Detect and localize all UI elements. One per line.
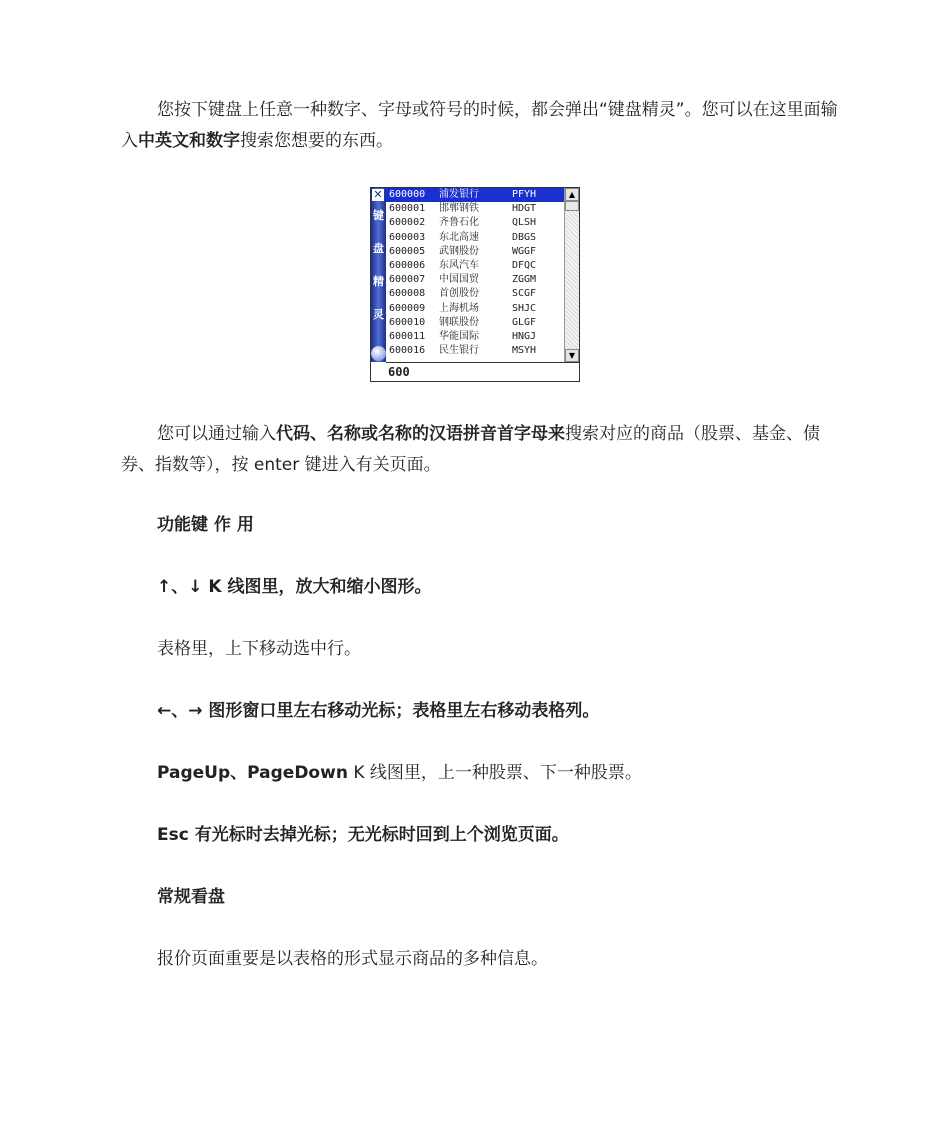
wizard-orb-icon: [371, 346, 386, 361]
key-updown: ↑、↓ K 线图里，放大和缩小图形。: [157, 577, 432, 597]
list-item[interactable]: 600001 邯郸钢铁 HDGT: [389, 203, 537, 215]
list-item[interactable]: 600007 中国国贸 ZGGM: [389, 274, 537, 286]
list-item[interactable]: 600006 东风汽车 DFQC: [389, 259, 537, 271]
sidebar-char: 精: [373, 275, 384, 288]
sidebar-char: 键: [373, 209, 384, 222]
list-item[interactable]: 600003 东北高速 DBGS: [389, 231, 537, 243]
list-item[interactable]: 600011 华能国际 HNGJ: [389, 330, 537, 342]
list-item[interactable]: 600002 齐鲁石化 QLSH: [389, 217, 537, 229]
close-icon[interactable]: ✕: [373, 188, 383, 201]
key-esc: Esc 有光标时去掉光标；无光标时回到上个浏览页面。: [157, 825, 569, 845]
intro-paragraph: 您按下键盘上任意一种数字、字母或符号的时候，都会弹出“键盘精灵”。您可以在这里面输入中英文和数字搜索您想要的东西。: [121, 100, 838, 151]
scroll-thumb[interactable]: [565, 201, 579, 211]
wizard-sidebar: [371, 188, 386, 362]
list-item[interactable]: 600008 首创股份 SCGF: [389, 288, 537, 300]
section-text: 报价页面重要是以表格的形式显示商品的多种信息。: [157, 949, 548, 969]
search-paragraph: 您可以通过输入代码、名称或名称的汉语拼音首字母来搜索对应的商品（股票、基金、债券、指数等），按 enter 键进入有关页面。: [121, 424, 820, 475]
list-item[interactable]: 600009 上海机场 SHJC: [389, 302, 537, 314]
keys-header: 功能键 作 用: [157, 515, 254, 535]
search-input[interactable]: 600: [386, 362, 579, 381]
list-item[interactable]: 600016 民生银行 MSYH: [389, 345, 537, 357]
sidebar-char: 盘: [373, 242, 384, 255]
list-item[interactable]: 600005 武钢股份 WGGF: [389, 245, 537, 257]
keyboard-wizard: [370, 187, 580, 382]
sidebar-char: 灵: [373, 308, 384, 321]
key-leftright: ←、→ 图形窗口里左右移动光标；表格里左右移动表格列。: [157, 701, 600, 721]
list-scrollbar[interactable]: [564, 188, 579, 362]
list-item[interactable]: 600000 浦发银行 PFYH: [386, 188, 564, 202]
scroll-up-icon[interactable]: ▲: [565, 188, 579, 201]
list-item[interactable]: 600010 钢联股份 GLGF: [389, 316, 537, 328]
section-title: 常规看盘: [157, 887, 225, 907]
stock-list[interactable]: [386, 188, 564, 362]
key-updown-table: 表格里，上下移动选中行。: [157, 639, 361, 659]
key-page: PageUp、PageDown K 线图里，上一种股票、下一种股票。: [157, 763, 642, 783]
scroll-down-icon[interactable]: ▼: [565, 349, 579, 362]
